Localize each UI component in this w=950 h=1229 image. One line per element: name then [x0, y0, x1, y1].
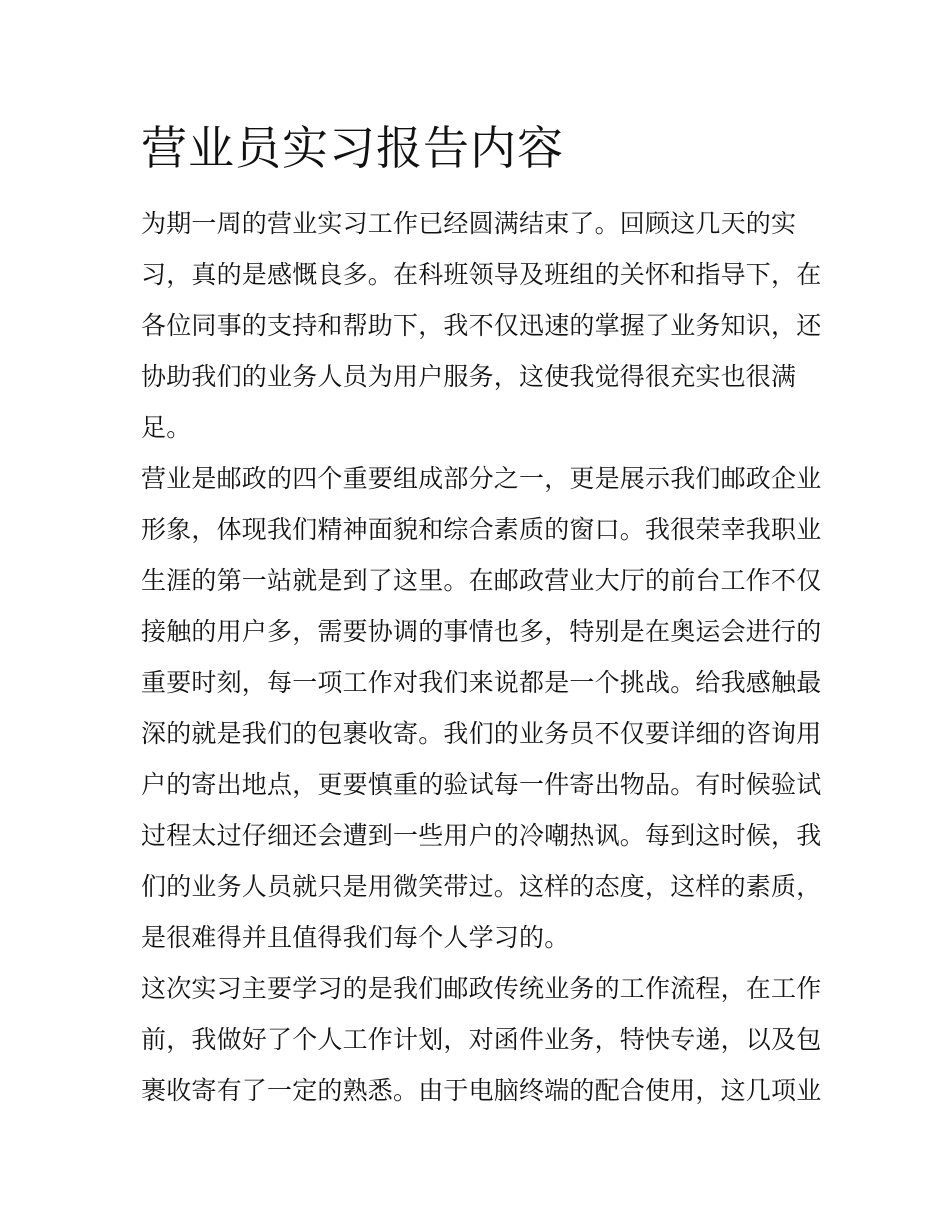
text-line: 习，真的是感慨良多。在科班领导及班组的关怀和指导下，在: [141, 260, 822, 289]
text-line: 营业是邮政的四个重要组成部分之一，更是展示我们邮政企业: [141, 464, 822, 493]
text-line: 们的业务人员就只是用微笑带过。这样的态度，这样的素质，: [141, 872, 822, 901]
document-title: 营业员实习报告内容: [141, 121, 564, 175]
text-line: 协助我们的业务人员为用户服务，这使我觉得很充实也很满: [141, 362, 797, 391]
text-line: 各位同事的支持和帮助下，我不仅迅速的掌握了业务知识，还: [141, 311, 822, 340]
text-line: 这次实习主要学习的是我们邮政传统业务的工作流程，在工作: [141, 974, 822, 1003]
text-line: 前，我做好了个人工作计划，对函件业务，特快专递，以及包: [141, 1025, 822, 1054]
text-line: 是很难得并且值得我们每个人学习的。: [141, 923, 570, 952]
text-line: 足。: [141, 413, 192, 442]
text-line: 裹收寄有了一定的熟悉。由于电脑终端的配合使用，这几项业: [141, 1076, 822, 1105]
text-line: 重要时刻，每一项工作对我们来说都是一个挑战。给我感触最: [141, 668, 822, 697]
text-line: 过程太过仔细还会遭到一些用户的冷嘲热讽。每到这时候，我: [141, 821, 822, 850]
text-line: 接触的用户多，需要协调的事情也多，特别是在奥运会进行的: [141, 617, 822, 646]
text-line: 深的就是我们的包裹收寄。我们的业务员不仅要详细的咨询用: [141, 719, 822, 748]
document-body: [141, 198, 821, 1116]
text-line: 生涯的第一站就是到了这里。在邮政营业大厅的前台工作不仅: [141, 566, 822, 595]
text-line: 为期一周的营业实习工作已经圆满结束了。回顾这几天的实: [141, 209, 797, 238]
text-line: 户的寄出地点，更要慎重的验试每一件寄出物品。有时候验试: [141, 770, 822, 799]
text-line: 形象，体现我们精神面貌和综合素质的窗口。我很荣幸我职业: [141, 515, 822, 544]
